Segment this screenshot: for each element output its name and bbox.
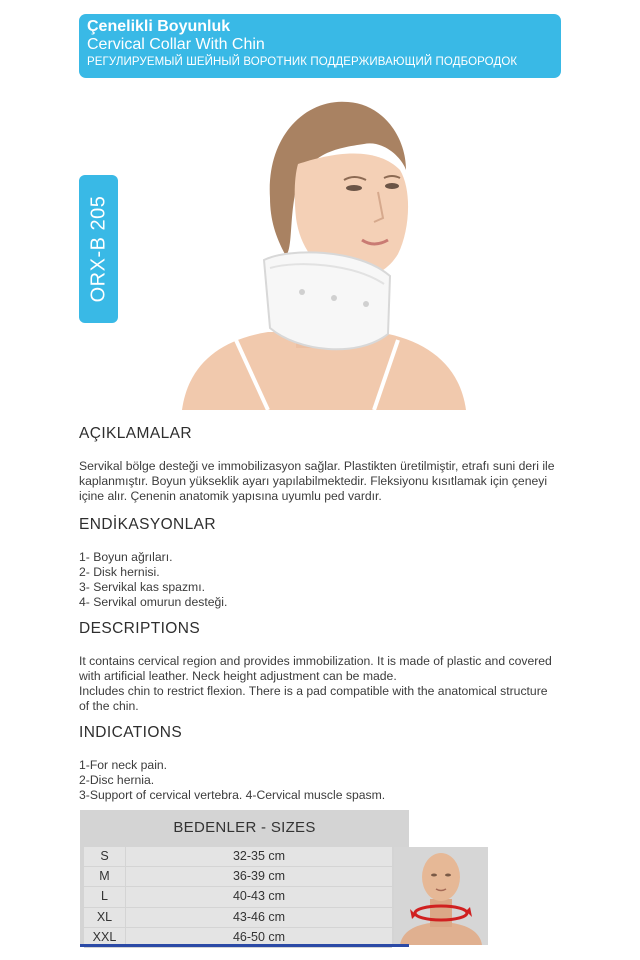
- descriptions-heading: DESCRIPTIONS: [79, 620, 201, 637]
- neck-measure-illustration: [394, 847, 488, 945]
- size-label: XXL: [84, 928, 125, 947]
- size-range: 36-39 cm: [126, 867, 392, 886]
- size-label: S: [84, 847, 125, 866]
- size-table: [80, 810, 409, 946]
- table-row: [84, 867, 392, 887]
- size-table-heading: BEDENLER - SIZES: [80, 810, 409, 846]
- list-item: 1-For neck pain.: [79, 758, 168, 772]
- list-item: 4- Servikal omurun desteği.: [79, 595, 228, 609]
- list-item: 2-Disc hernia.: [79, 773, 155, 787]
- size-range: 32-35 cm: [126, 847, 392, 866]
- aciklamalar-text: Servikal bölge desteği ve immobilizasyon sağlar. Plastikten üretilmiştir, etrafı suni deri ile kaplanmıştır. Boyun yükseklik ayarı yapılabilmektedir. Fleksiyonu kısıtlamak için çeneyi içine alır. Çenenin anatomik yapısına uyumlu ped vardır.: [79, 459, 555, 503]
- title-english: Cervical Collar With Chin: [87, 36, 265, 53]
- size-range: 43-46 cm: [126, 908, 392, 927]
- list-item: 1- Boyun ağrıları.: [79, 550, 173, 564]
- size-rows: [84, 847, 392, 948]
- endikasyonlar-heading: ENDİKASYONLAR: [79, 516, 216, 533]
- descriptions-text-1: It contains cervical region and provides immobilization. It is made of plastic and covered with artificial leather. Neck height adjustment can be made.: [79, 654, 552, 683]
- title-turkish: Çenelikli Boyunluk: [87, 18, 231, 35]
- size-label: XL: [84, 908, 125, 927]
- product-info: [79, 425, 561, 803]
- footer-bar: [80, 944, 409, 947]
- list-item: 3- Servikal kas spazmı.: [79, 580, 205, 594]
- product-code-tab: [79, 175, 118, 323]
- table-row: [84, 847, 392, 867]
- product-code: ORX-B 205: [87, 195, 109, 303]
- indications-list: [79, 758, 561, 803]
- size-range: 46-50 cm: [126, 928, 392, 947]
- product-photo: [178, 88, 470, 410]
- indications-heading: INDICATIONS: [79, 724, 183, 741]
- descriptions-text-2: Includes chin to restrict flexion. There is a pad compatible with the anatomical structure of the chin.: [79, 684, 548, 713]
- title-russian: РЕГУЛИРУЕМЫЙ ШЕЙНЫЙ ВОРОТНИК ПОДДЕРЖИВАЮЩИЙ ПОДБОРОДОК: [87, 56, 518, 68]
- list-item: 2- Disk hernisi.: [79, 565, 160, 579]
- product-header: [79, 14, 561, 78]
- table-row: [84, 908, 392, 928]
- aciklamalar-heading: AÇIKLAMALAR: [79, 425, 192, 442]
- size-label: L: [84, 887, 125, 906]
- table-row: [84, 887, 392, 907]
- endikasyonlar-list: [79, 550, 561, 610]
- size-range: 40-43 cm: [126, 887, 392, 906]
- size-label: M: [84, 867, 125, 886]
- list-item: 3-Support of cervical vertebra. 4-Cervical muscle spasm.: [79, 788, 386, 802]
